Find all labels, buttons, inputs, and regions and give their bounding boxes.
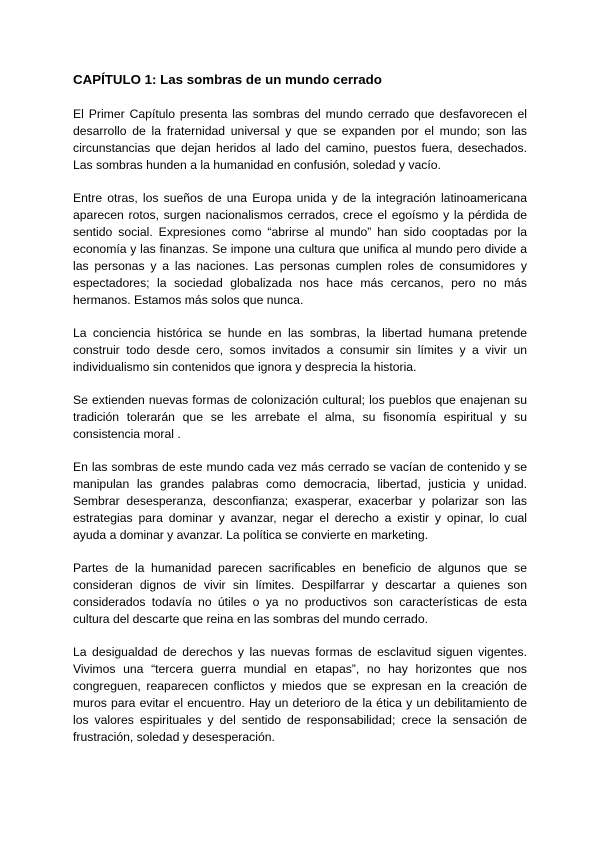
paragraph-4: Se extienden nuevas formas de colonización cultural; los pueblos que enajenan su tradición tolerarán que se les arrebate el alma, su fisonomía espiritual y su consistencia moral . <box>73 393 527 441</box>
paragraph-2: Entre otras, los sueños de una Europa unida y de la integración latinoamericana aparecen rotos, surgen nacionalismos cerrados, crece el egoísmo y la pérdida de sentido social. Expresiones como “abrirse al mundo” han sido cooptadas por la economía y las finanzas. Se impone una cultura que unifica al mundo pero divide a las personas y a las naciones. Las personas cumplen roles de consumidores y espectadores; la sociedad globalizada nos hace más cercanos, pero no más hermanos. Estamos más solos que nunca. <box>73 191 527 307</box>
paragraph-5: En las sombras de este mundo cada vez más cerrado se vacían de contenido y se manipulan las grandes palabras como democracia, libertad, justicia y unidad. Sembrar desesperanza, desconfianza; exasperar, exacerbar y polarizar son las estrategias para dominar y avanzar, negar el derecho a existir y opinar, lo cual ayuda a dominar y avanzar. La política se convierte en marketing. <box>73 460 527 542</box>
paragraph-7: La desigualdad de derechos y las nuevas formas de esclavitud siguen vigentes. Vivimos una “tercera guerra mundial en etapas”, no hay horizontes que nos congreguen, reaparecen conflictos y miedos que se expresan en la creación de muros para evitar el encuentro. Hay un deterioro de la ética y un debilitamiento de los valores espirituales y del sentido de responsabilidad; crece la sensación de frustración, soledad y desesperación. <box>73 645 527 744</box>
paragraph-1: El Primer Capítulo presenta las sombras del mundo cerrado que desfavorecen el desarrollo de la fraternidad universal y que se expanden por el mundo; son las circunstancias que dejan heridos al lado del camino, puestos fuera, desechados. Las sombras hunden a la humanidad en confusión, soledad y vacío. <box>73 107 527 172</box>
chapter-title: CAPÍTULO 1: Las sombras de un mundo cerrado <box>73 72 382 87</box>
paragraph-3: La conciencia histórica se hunde en las sombras, la libertad humana pretende construir todo desde cero, somos invitados a consumir sin límites y a vivir un individualismo sin contenidos que ignora y desprecia la historia. <box>73 326 527 374</box>
document-page <box>73 71 527 762</box>
paragraph-6: Partes de la humanidad parecen sacrificables en beneficio de algunos que se consideran dignos de vivir sin límites. Despilfarrar y descartar a quienes son considerados todavía no útiles o ya no productivos son características de esta cultura del descarte que reina en las sombras del mundo cerrado. <box>73 561 527 626</box>
